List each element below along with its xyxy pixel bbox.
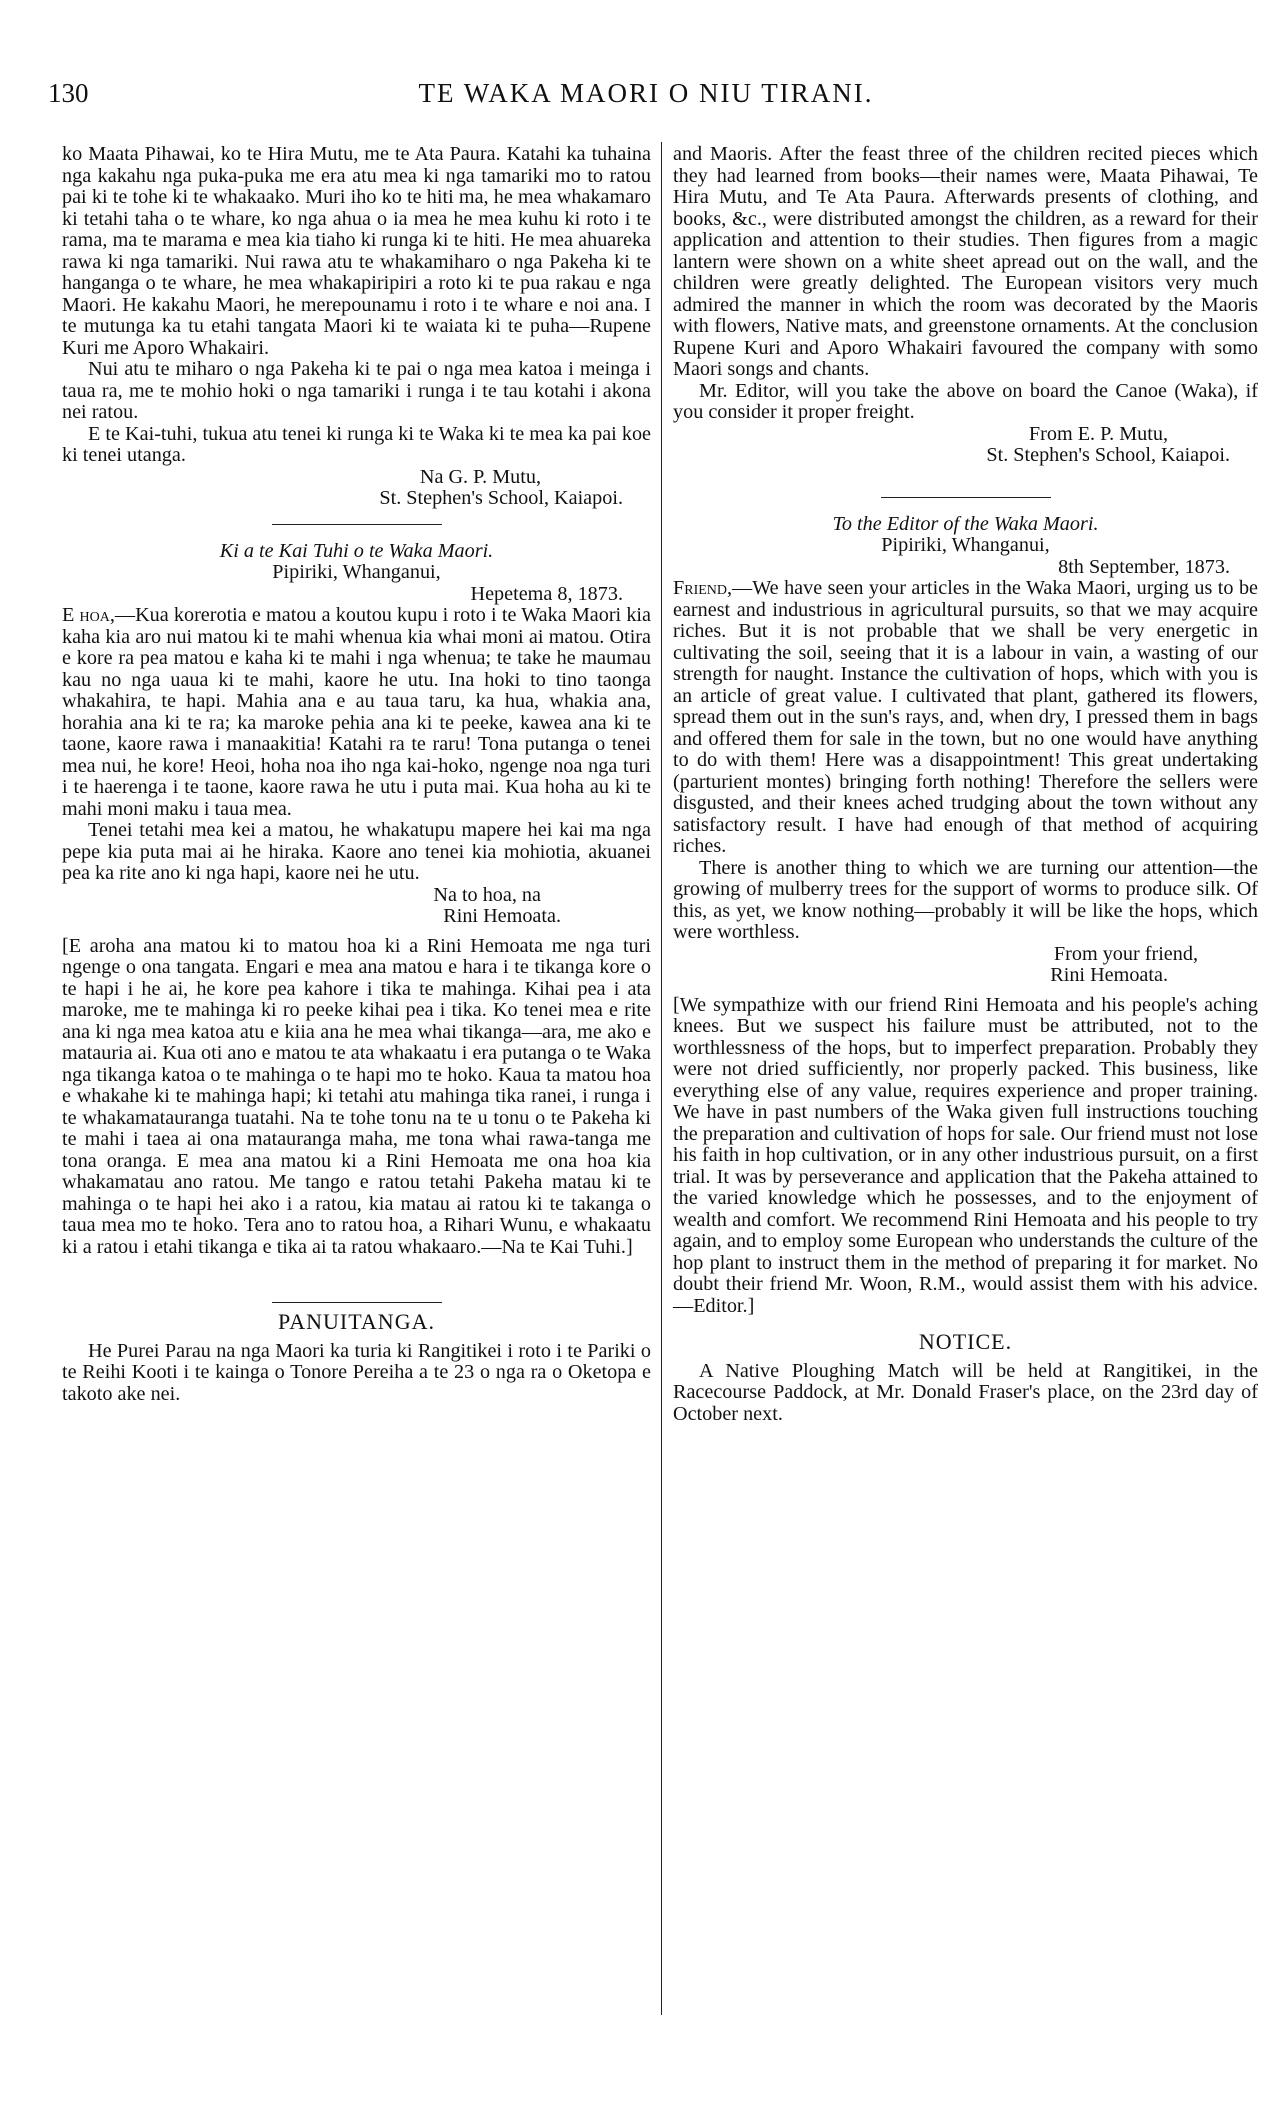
letter2-english-date: 8th September, 1873. (1058, 555, 1230, 578)
letter1-maori-address: St. Stephen's School, Kaiapoi. (379, 487, 623, 509)
letter2-maori-closing: Na to hoa, na (433, 883, 541, 906)
notice-maori-body: He Purei Parau na nga Maori ka turia ki Rangitikei i roto i te Pariki o te Reihi Kooti i te kainga o Tonore Pereiha a te 23 o nga ra o Oketopa e takoto ake nei. (62, 1339, 651, 1405)
letter1-english-address: St. Stephen's School, Kaiapoi. (986, 444, 1230, 466)
section-rule (881, 497, 1051, 498)
letter2-maori-signature: Rini Hemoata. (443, 905, 561, 927)
letter2-english-title: To the Editor of the Waka Maori. (832, 512, 1099, 535)
letter1-maori-paragraph-2: Nui atu te miharo o nga Pakeha ki te pai o nga mea katoa i meinga i taua ra, me te mohio hoki o nga tamariki i runga i te tau kotahi i akona nei ratou. (62, 358, 651, 423)
letter1-maori-continuation: ko Maata Pihawai, ko te Hira Mutu, me te Ata Paura. Katahi ka tuhaina nga kakahu nga puka-puka me era atu mea ki nga tamariki mo to ratou pai ki te tohe ki te whakaako. Muri iho ko te hiti ma, he mea whakamaro ki tetahi taha o te whare, ko nga ahua o ia mea he mea kuhu ki roto i te rama, ma te marama e mea kia tiaho ki runga ki te hiti. He mea ahuareka rawa ki nga tamariki. Nui rawa atu te whakamiharo o nga Pakeha ki te hanganga o te whare, he mea whakapiripiri a roto ki te pua rakau e nga Maori. He kakahu Maori, he merepounamu i roto i te whare e noi ana. I te mutunga ka tu etahi tangata Maori ki te waiata ki te puha—Rupene Kuri me Aporo Whakairi. (62, 143, 651, 359)
letter2-maori-place: Pipiriki, Whanganui, (272, 561, 441, 583)
notice-english-body: A Native Ploughing Match will be held at Rangitikei, in the Racecourse Paddock, at Mr. Donald Fraser's place, on the 23rd day of October next. (673, 1359, 1258, 1425)
letter2-maori-title: Ki a te Kai Tuhi o te Waka Maori. (219, 539, 494, 562)
page-number: 130 (48, 78, 89, 108)
letter1-english-paragraph-2: Mr. Editor, will you take the above on board the Canoe (Waka), if you consider it proper freight. (673, 379, 1258, 423)
masthead-title: TE WAKA MAORI O NIU TIRANI. (418, 78, 874, 108)
letter2-english-paragraph-2: There is another thing to which we are turning our attention—the growing of mulberry trees for the support of worms to produce silk. Of this, as yet, we know nothing—probably it will be like the hops, which were worthless. (673, 856, 1258, 943)
notice-english-heading: NOTICE. (918, 1329, 1013, 1354)
letter2-english-editor-reply: [We sympathize with our friend Rini Hemoata and his people's aching knees. But we suspect his failure must be attributed, not to the worthlessness of the hops, but to imperfect preparation. Probably they were not dried sufficiently, nor properly packed. This business, like everything else of any value, requires experience and proper training. We have in past numbers of the Waka given full instructions touching the preparation and cultivation of hops for sale. Our friend must not lose his faith in hop cultivation, or in any other industrious pursuit, on a first trial. It was by perseverance and application that the Pakeha attained to the varied knowledge which he possesses, and to the enjoyment of wealth and comfort. We recommend Rini Hemoata and his people to try again, and to employ some European who understands the culture of the hop plant to instruct them in the method of preparing it for market. No doubt their friend Mr. Woon, R.M., would assist them with his advice.—Editor.] (673, 993, 1258, 1317)
letter2-english-paragraph-1: —We have seen your articles in the Waka Maori, urging us to be earnest and industrious in agricultural pursuits, so that we may acquire riches. But it is not probable that we shall be very energetic in cultivating the soil, seeing that it is a labour in vain, a wasting of our strength for naught. Instance the cultivation of hops, which with you is an article of great value. I cultivated that plant, gathered its flowers, spread them out in the sun's rays, and, when dry, I pressed them in bags and offered them for sale in the town, but no one would have anything to do with them! Here was a disappointment! This great undertaking (parturient montes) bringing forth nothing! Therefore the sellers were disgusted, and their knees ached trudging about the town without any satisfactory result. I have had enough of that method of acquiring riches. (673, 577, 1258, 857)
letter2-maori-editor-reply: [E aroha ana matou ki to matou hoa ki a Rini Hemoata me nga turi ngenge o ona tangata. Engari e mea ana matou e hara i te tikanga kore o te hapi i he ai, he kore pea kahore i tika te mahinga. Kihai pea i ata maroke, me te mahinga ki ro peeke kihai pea i tika. Ko tenei mea e rite ana ki nga mea katoa atu e kiia ana he mea whai tikanga—ara, me ako e matauria ai. Kua oti ano e matou te ata whakaatu i era putanga o te Waka nga tikanga katoa o te mahinga o te hapi mo te hoko. Kaua ta matou hoa e whakahe ki te mahinga hapi; ki tetahi atu mahinga tika ranei, i runga i te whakamatauranga tuatahi. Na te tohe tonu na te u tonu o te Pakeha ki te mahi i taea ai ona matauranga maha, me tona whai rawa-tanga me tona oranga. E mea ana matou ki a Rini Hemoata me ona hoa kia whakamatau ano ratou. Me tango e ratou tetahi Pakeha matau ki te mahinga o te hapi hei ako i a ratou, kia matau ai ratou ki te takanga o taua mea mo te hoko. Tera ano to ratou hoa, a Rihari Wunu, e whakaatu ki a ratou i etahi tikanga e tika ai ta ratou whakaaro.—Na te Kai Tuhi.] (62, 934, 651, 1258)
letter2-maori-salutation: E hoa, (62, 604, 115, 626)
letter2-maori-paragraph-1: —Kua korerotia e matou a koutou kupu i roto i te Waka Maori kia kaha kia aro nui matou ki te mahi whenua kia whai moni ai matou. Otira e kore ra pea matou e kaha ki te mahi i nga whenua; te take he maumau kau no nga uaua ki te mahi, kaore he utu. Ina hoki to tino taonga whakahira, te hapi. Mahia ana e au taua taru, ka hua, whakia ana, horahia ana ki te ra; ka maroke pehia ana ki te peeke, kawea ana ki te taone, kaore rawa i manaakitia! Katahi ra te raru! Tona putanga o tenei mea nui, he kore! Heoi, hoha noa iho nga kai-hoko, ngenge noa nga turi i te haerenga i te taone, kaore rawa he utu i puta mai. Kua hoha au ki te mahi moni maku i taua mea. (62, 604, 652, 820)
column-divider (661, 142, 662, 2015)
letter2-english-salutation: Friend, (673, 577, 733, 599)
page-header (48, 78, 1244, 118)
letter2-maori-date: Hepetema 8, 1873. (470, 582, 623, 605)
letter1-english-signature: From E. P. Mutu, (1028, 422, 1168, 445)
notice-maori-heading: PANUITANGA. (278, 1309, 435, 1334)
letter1-maori-paragraph-3: E te Kai-tuhi, tukua atu tenei ki runga ki te Waka ki te mea ka pai koe ki tenei utanga. (62, 422, 651, 466)
section-rule (272, 524, 442, 525)
letter1-maori-signature: Na G. P. Mutu, (419, 465, 541, 488)
letter2-maori-paragraph-2: Tenei tetahi mea kei a matou, he whakatupu mapere hei kai ma nga pepe kia puta mai ai he hiraka. Kaore ano tenei kia mohiotia, akuanei pea ka rite ano ki nga hapi, kaore nei he utu. (62, 819, 651, 884)
letter2-english-body (673, 578, 1258, 858)
letter1-english-continuation: and Maoris. After the feast three of the children recited pieces which they had learned from books—their names were, Maata Pihawai, Te Hira Mutu, and Te Ata Paura. Afterwards presents of clothing, and books, &c., were distributed amongst the children, as a reward for their application and attention to their studies. Then figures from a magic lantern were shown on a white sheet apread out on the wall, and the children were greatly delighted. The European visitors very much admired the manner in which the room was decorated by the Maoris with flowers, Native mats, and greenstone ornaments. At the conclusion Rupene Kuri and Aporo Whakairi favoured the company with somo Maori songs and chants. (673, 143, 1258, 380)
right-column (673, 144, 1258, 1425)
letter2-maori-body (62, 605, 651, 820)
letter2-english-closing: From your friend, (1053, 942, 1198, 965)
left-column (62, 144, 651, 1405)
letter2-english-signature: Rini Hemoata. (1050, 964, 1168, 986)
letter2-english-place: Pipiriki, Whanganui, (881, 534, 1050, 556)
